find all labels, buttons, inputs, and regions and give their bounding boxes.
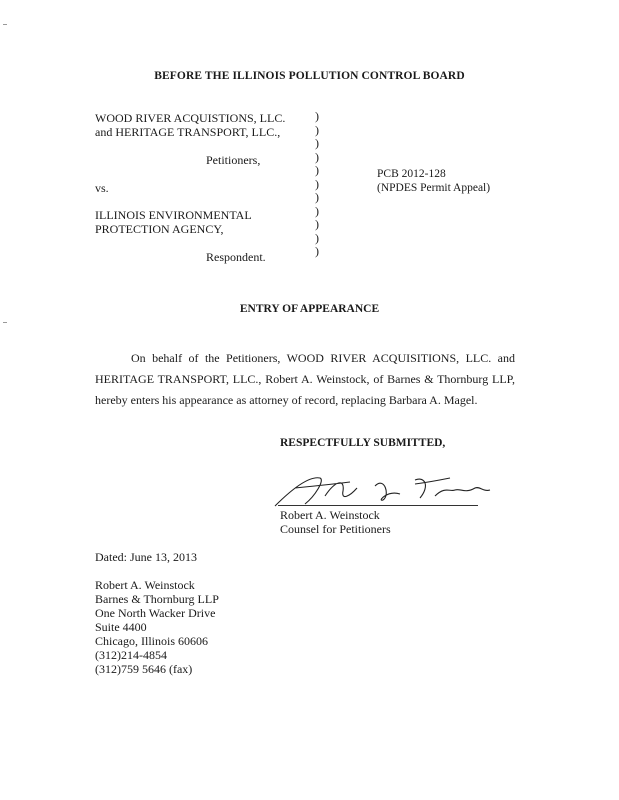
versus-label: vs. — [95, 181, 109, 195]
scan-margin-mark — [3, 24, 7, 25]
date-line: Dated: June 13, 2013 — [95, 550, 197, 564]
respondent-name-line1: ILLINOIS ENVIRONMENTAL — [95, 208, 252, 222]
case-number: PCB 2012-128 — [377, 168, 446, 180]
scan-margin-mark — [3, 322, 7, 323]
respondent-name-line2: PROTECTION AGENCY, — [95, 222, 224, 236]
signer-title: Counsel for Petitioners — [280, 522, 391, 536]
contact-address1: One North Wacker Drive — [95, 606, 216, 620]
closing-statement: RESPECTFULLY SUBMITTED, — [280, 437, 446, 449]
caption-parentheses: ) ) ) ) ) ) ) ) ) ) ) — [315, 109, 319, 258]
signature-line — [278, 505, 478, 506]
petitioner-name-line1: WOOD RIVER ACQUISTIONS, LLC. — [95, 111, 286, 125]
contact-address2: Suite 4400 — [95, 620, 147, 634]
petitioner-role: Petitioners, — [206, 153, 261, 167]
respondent-role: Respondent. — [206, 250, 266, 264]
contact-name: Robert A. Weinstock — [95, 578, 195, 592]
contact-phone: (312)214-4854 — [95, 648, 167, 662]
section-heading: ENTRY OF APPEARANCE — [239, 303, 380, 315]
body-paragraph: On behalf of the Petitioners, WOOD RIVER ACQUISITIONS, LLC. and HERITAGE TRANSPORT, LLC., Robert A. Weinstock, of Barnes & Thornburg LLP, hereby enters his appearance as attorney of record, replacing Barbara A. Magel. — [95, 351, 515, 407]
case-type: (NPDES Permit Appeal) — [377, 182, 491, 194]
contact-fax: (312)759 5646 (fax) — [95, 662, 193, 676]
petitioner-name-line2: and HERITAGE TRANSPORT, LLC., — [95, 125, 281, 139]
document-title: BEFORE THE ILLINOIS POLLUTION CONTROL BOARD — [154, 70, 465, 82]
contact-firm: Barnes & Thornburg LLP — [95, 592, 219, 606]
signer-name: Robert A. Weinstock — [280, 508, 380, 522]
contact-city: Chicago, Illinois 60606 — [95, 634, 208, 648]
